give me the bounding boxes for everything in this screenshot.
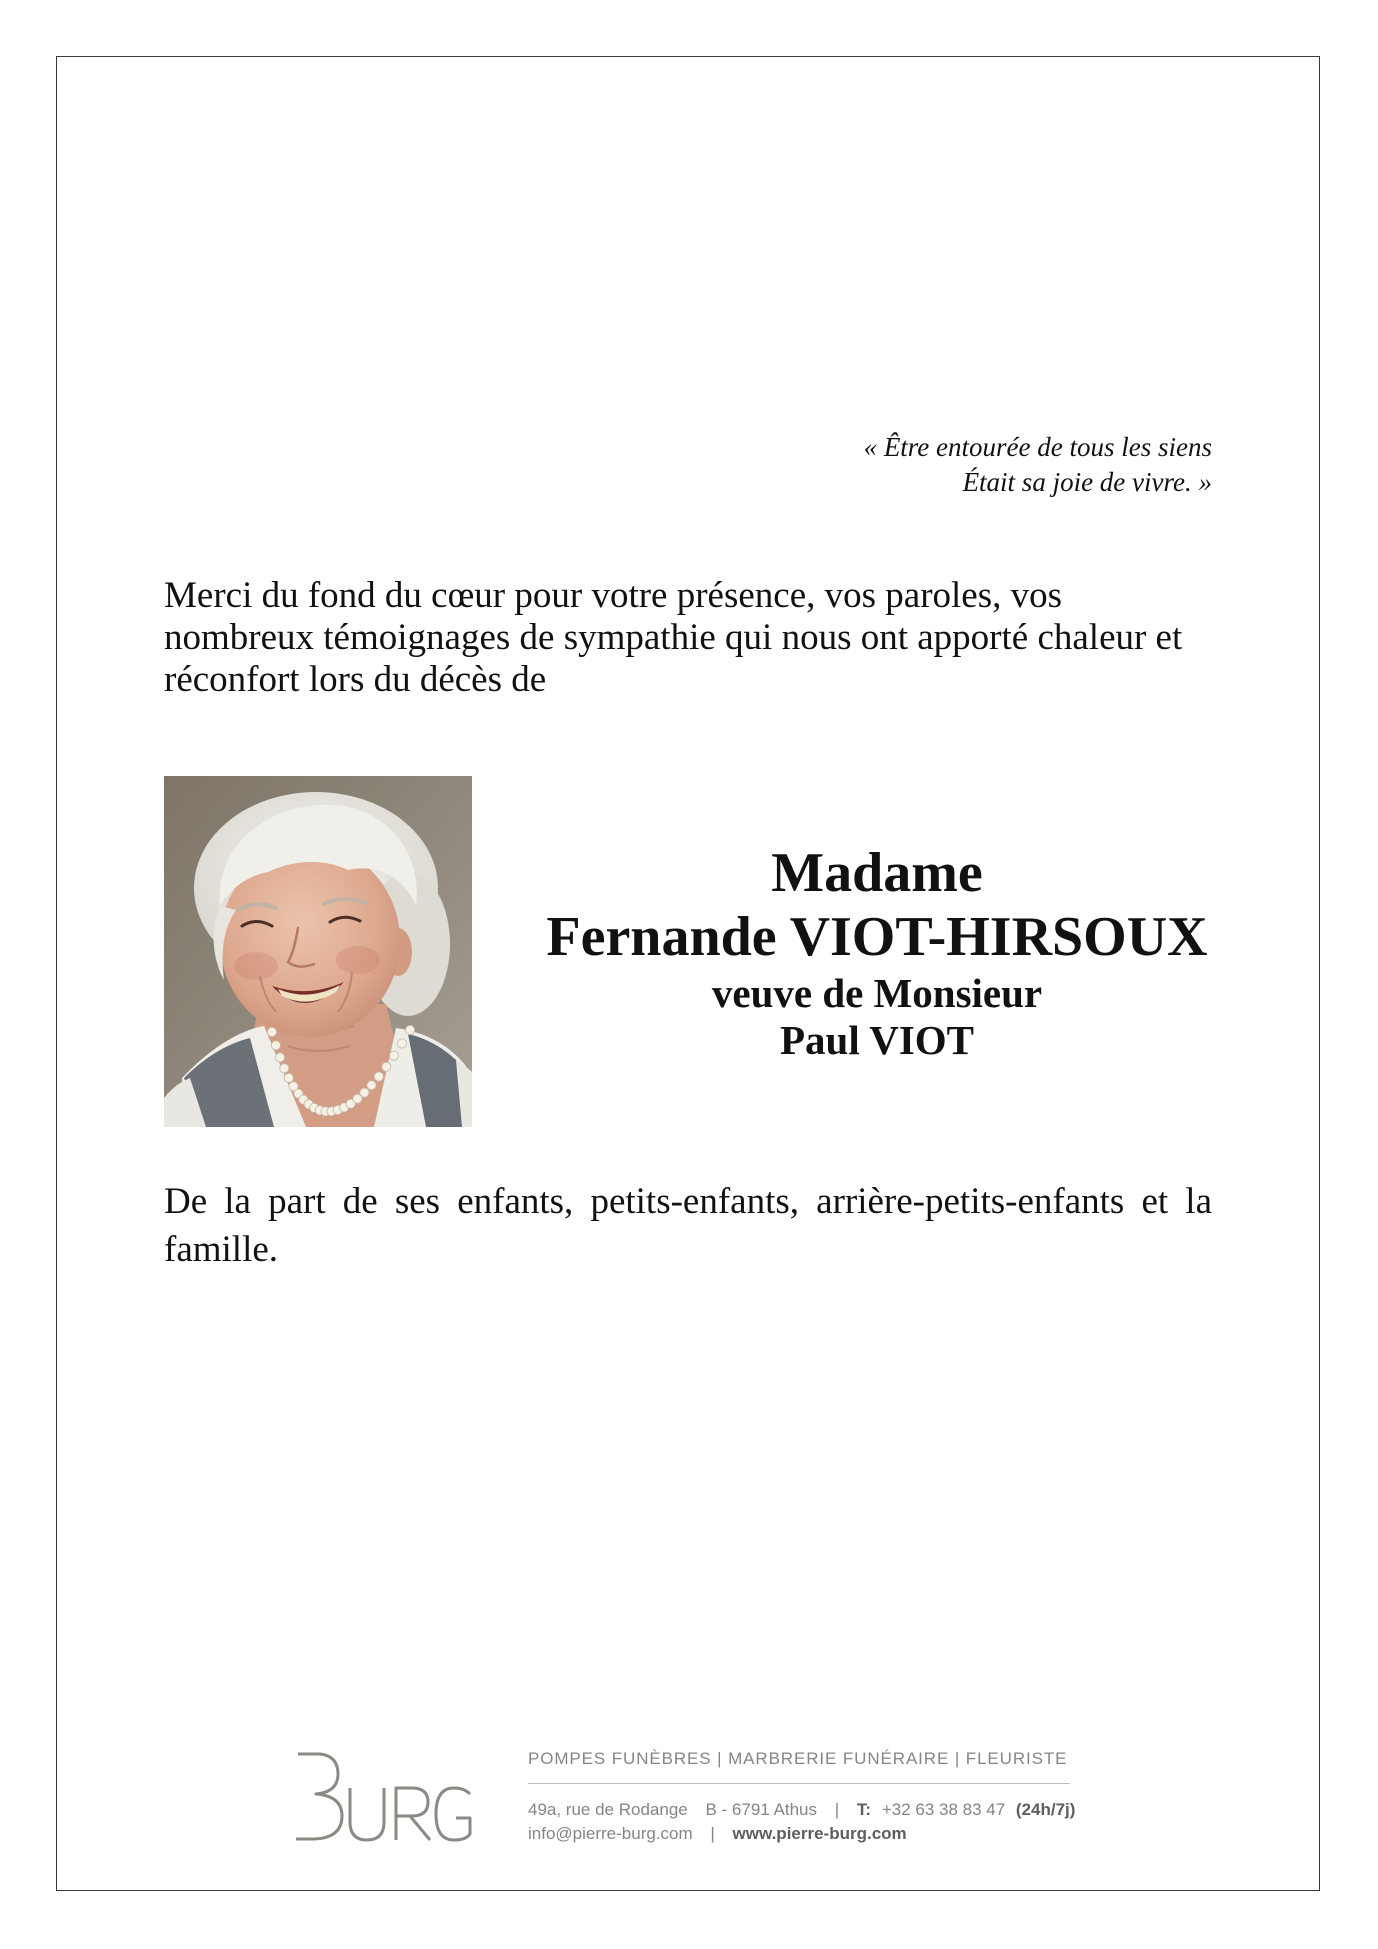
quote-line: « Être entourée de tous les siens bbox=[863, 432, 1212, 462]
separator: | bbox=[834, 1800, 840, 1819]
email-link[interactable]: info@pierre-burg.com bbox=[528, 1824, 693, 1843]
pearl bbox=[374, 1072, 383, 1081]
family-line: De la part de ses enfants, petits-enfants, arrière-petits-enfants et la bbox=[164, 1181, 1212, 1222]
thanks-line: nombreux témoignages de sympathie qui nous ont apporté chaleur et bbox=[164, 617, 1183, 658]
online-contact-line bbox=[528, 1823, 907, 1845]
cheek-left bbox=[234, 952, 278, 980]
pearl bbox=[382, 1062, 391, 1071]
pearl bbox=[397, 1039, 406, 1048]
footer-divider bbox=[528, 1783, 1070, 1784]
website-link[interactable]: www.pierre-burg.com bbox=[732, 1824, 907, 1843]
epigraph-quote bbox=[864, 430, 1212, 500]
phone-number: +32 63 38 83 47 bbox=[881, 1800, 1006, 1819]
logo-letter-u bbox=[350, 1788, 384, 1840]
pearl bbox=[389, 1051, 398, 1060]
thanks-message bbox=[164, 575, 1182, 701]
deceased-relation: veuve de Monsieur bbox=[711, 970, 1043, 1016]
thanks-line: réconfort lors du décès de bbox=[164, 659, 547, 700]
pearl bbox=[367, 1081, 376, 1090]
burg-logo bbox=[294, 1748, 474, 1842]
pearl bbox=[271, 1041, 280, 1050]
logo-letter-b bbox=[296, 1754, 342, 1839]
phone-label: T: bbox=[856, 1800, 872, 1819]
portrait-photo bbox=[164, 776, 472, 1127]
deceased-spouse: Paul VIOT bbox=[779, 1017, 975, 1063]
logo-letter-g bbox=[436, 1788, 470, 1840]
quote-line: Était sa joie de vivre. » bbox=[962, 467, 1212, 497]
cheek-right bbox=[336, 946, 380, 974]
family-line: famille. bbox=[164, 1229, 279, 1270]
street-address: 49a, rue de Rodange bbox=[528, 1800, 688, 1819]
locality: B - 6791 Athus bbox=[705, 1800, 818, 1819]
pearl bbox=[405, 1025, 414, 1034]
services-line: POMPES FUNÈBRES | MARBRERIE FUNÉRAIRE | FLEURISTE bbox=[528, 1749, 1068, 1768]
pearl bbox=[280, 1064, 289, 1073]
separator: | bbox=[710, 1824, 715, 1843]
thanks-line: Merci du fond du cœur pour votre présence, vos paroles, vos bbox=[164, 575, 1063, 616]
logo-letter-r bbox=[396, 1788, 430, 1840]
pearl bbox=[267, 1027, 276, 1036]
address-line bbox=[528, 1799, 1075, 1821]
deceased-name: Fernande VIOT-HIRSOUX bbox=[546, 906, 1208, 968]
pearl bbox=[360, 1088, 369, 1097]
pearl bbox=[275, 1053, 284, 1062]
family-message bbox=[164, 1178, 1212, 1274]
deceased-title: Madame bbox=[771, 842, 983, 904]
pearl bbox=[284, 1073, 293, 1082]
phone-hours: (24h/7j) bbox=[1015, 1800, 1076, 1819]
logo-letters bbox=[296, 1754, 470, 1840]
